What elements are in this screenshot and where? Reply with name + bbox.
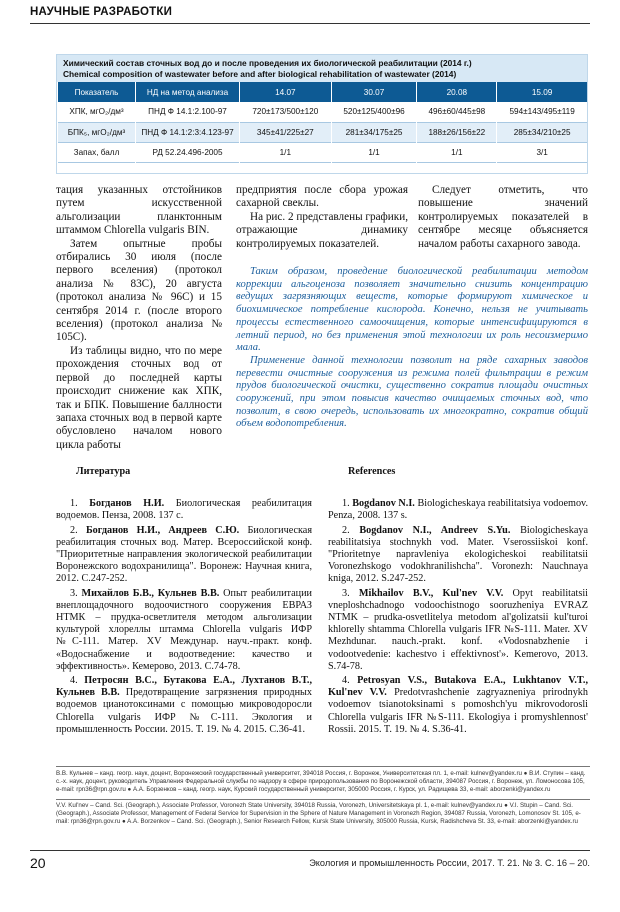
table-cell: 1/1 [417, 142, 497, 162]
table-cell: 520±125/400±96 [331, 102, 417, 122]
reference-text: Opyt reabilitatsii vneploshchadnogo vodoochistnogo sooruzheniya EVRAZ NTMK – prudka-osvetlitelya metodom al'golizatsii kul'turoi khlorelly shtamma Chlorella vulgaris IFR №S-111. Mater. XV Mezhdunar. nauch.-prakt. konf. «Vodosnabzhenie i vodootvedenie: kachestvo i effektivnost'». Kemerovo, 2013. S.74-78. [328, 587, 588, 672]
author-affiliations-en: V.V. Kul'nev – Cand. Sci. (Geograph.), Associate Professor, Voronezh State University, 394018 Russia, Voronezh, Universitetskaya pl. 1, e-mail: kulnev@yandex.ru ● V.I. Stupin – Cand. Sci. (Geograph.), Associate Professor, Management of Federal Service for Supervision in the Sphere of Nature Management in Voronezh Region, 394087 Russia, Voronezh, Lomonosov St. 105, e-mail: rpn36@rpn.gov.ru ● A.A. Borzenkov – Cand. Sci. (Geograph.), Senior Research Fellow, Kursk State University, 305000 Russia, Kursk, Radishcheva St. 33, e-mail: aborzenki@yandex.ru [56, 802, 581, 825]
table-header-cell: 14.07 [240, 82, 332, 102]
chemistry-table-block [56, 54, 588, 174]
reference-item [328, 498, 588, 522]
reference-number: 1. [70, 498, 78, 510]
journal-citation: Экология и промышленность России, 2017. Т. 21. № 3. С. 16 – 20. [309, 858, 590, 868]
body-paragraph: Затем опытные пробы отбирались 30 июля (после первого вселения) (протокол анализа № 83С), 20 августа (протокол анализа № 96С) и 15 сентября 2014 г. (после второго вселения) (протокол анализа № 105С). [56, 237, 222, 344]
reference-text: Биологическая реабилитация сточных вод. Матер. Всероссийской конф. "Приоритетные направления экологической реабилитации Воронежского водохранилища". Воронеж: Научная книга, 2012. С.247-252. [56, 524, 313, 585]
body-paragraph: тация указанных отстойников путем искусственной альголизации планктонным штаммом Chlorella vulgaris BIN. [56, 184, 222, 237]
body-column-3 [418, 184, 588, 251]
section-title: НАУЧНЫЕ РАЗРАБОТКИ [30, 6, 173, 18]
table-cell: 285±34/210±25 [497, 122, 587, 142]
table-row [58, 142, 588, 162]
table-header-cell: Показатель [58, 82, 136, 102]
reference-number: 3. [70, 587, 78, 599]
page-footer [30, 850, 590, 872]
table-cell: РД 52.24.496-2005 [136, 142, 240, 162]
header-rule [30, 23, 590, 24]
table-cell: 281±34/175±25 [331, 122, 417, 142]
running-header [30, 6, 590, 24]
table-caption [57, 55, 587, 82]
reference-number: 1. [342, 498, 350, 510]
table-cell: ХПК, мгО₂/дм³ [58, 102, 136, 122]
author-affiliations-ru: В.В. Кульнев – канд. геогр. наук, доцент, Воронежский государственный университет, 394018 Россия, г. Воронеж, Университетская пл. 1, e-mail: kulnev@yandex.ru ● В.И. Ступин – канд. с.-х. наук, доцент, руководитель Управления Федеральной службы по надзору в сфере природопользования по Воронежской области, 394087 Россия, г. Воронеж, ул. Ломоносова 105, e-mail: rpn36@rpn.gov.ru ● А.А. Борзенков – канд. геогр. наук, Курский государственный университет, 305000 Россия, г. Курск, ул. Радищева 33, e-mail: aborzenki@yandex.ru [56, 770, 586, 793]
table-caption-ru: Химический состав сточных вод до и после проведения их биологической реабилитации (2014 г.) [63, 58, 472, 68]
table-cell: ПНД Ф 14.1:2.100-97 [136, 102, 240, 122]
reference-authors: Petrosyan V.S., Butakova E.A., Lukhtanov V.T., Kul'nev V.V. [328, 675, 589, 699]
reference-authors: Mikhailov B.V., Kul'nev V.V. [358, 587, 504, 599]
reference-number: 3. [342, 587, 350, 599]
reference-number: 2. [342, 524, 350, 536]
reference-item [328, 525, 588, 586]
table-header-cell: 20.08 [417, 82, 497, 102]
affiliation-divider [56, 799, 590, 800]
reference-item [56, 675, 312, 736]
references-en-title: References [348, 466, 396, 477]
table-header-cell: 15.09 [497, 82, 587, 102]
references-en [328, 466, 588, 738]
table-cell: 345±41/225±27 [240, 122, 332, 142]
table-header-cell: НД на метод анализа [136, 82, 240, 102]
table-cell: 3/1 [497, 142, 587, 162]
reference-item [56, 525, 312, 586]
reference-text: Биологическая реабилитация водоемов. Пенза, 2008. 137 с. [56, 498, 312, 522]
reference-number: 4. [70, 675, 78, 687]
reference-item [328, 675, 588, 736]
reference-item [56, 588, 312, 673]
reference-text: Предотвращение загрязнения природных водоемов цианотоксинами с помощью микроводоросли Chlorella vulgaris ИФР №С-111. Экология и промышленность России. 2015. Т. 19. № 4. 2015. С.36-41. [56, 687, 312, 735]
reference-authors: Петросян В.С., Бутакова Е.А., Лухтанов В.Т., Кульнев В.В. [56, 675, 312, 699]
reference-item [328, 588, 588, 673]
reference-text: Biologicheskaya reabilitatsiya vodoemov. Penza, 2008. 137 s. [328, 498, 589, 522]
table-caption-en: Chemical composition of wastewater before and after biological rehabilitation of wastewater (2014) [63, 68, 457, 79]
affiliation-divider [56, 766, 590, 767]
body-column-2 [236, 184, 408, 251]
reference-text: Predotvrashchenie zagryazneniya prirodnykh vodoemov tsianotoksinami s pomoshch'yu mikrovodorosli Chlorella vulgaris IFR №S-111. Ekologiya i promyshlennost' Rossii. 2015. T. 19. № 4. S.36-41. [328, 687, 588, 735]
table-row [58, 102, 588, 122]
references-ru-title: Литература [76, 466, 131, 477]
reference-authors: Bogdanov N.I., Andreev S.Yu. [359, 524, 511, 536]
table-cell: БПК₅, мгО₂/дм³ [58, 122, 136, 142]
conclusion-block [236, 266, 588, 431]
reference-item [56, 498, 312, 522]
table-header-row [58, 82, 588, 102]
reference-authors: Михайлов Б.В., Кульнев В.В. [81, 587, 220, 599]
reference-number: 2. [70, 524, 78, 536]
body-paragraph: Из таблицы видно, что по мере прохождения сточных вод от первой до последней карты происходит снижение как ХПК, так и БПК. Повышение баллности запаха сточных вод в первой карте обусловлено началом нового цикла работы [56, 344, 222, 451]
references-ru [56, 466, 312, 738]
body-paragraph: Следует отметить, что повышение значений контролируемых показателей в сентябре месяце объясняется началом работы сахарного завода. [418, 184, 588, 250]
table-cell: ПНД Ф 14.1:2:3:4.123-97 [136, 122, 240, 142]
reference-text: Biologicheskaya reabilitatsiya stochnykh vod. Mater. Vserossiiskoi konf. "Prioritetnye napravleniya ekologicheskoi reabilitatsii Voronezhskogo vodokhranilishcha". Voronezh: Nauchnaya kniga, 2012. S.247-252. [328, 524, 588, 585]
table-row [58, 122, 588, 142]
table-header-cell: 30.07 [331, 82, 417, 102]
conclusion-paragraph: Применение данной технологии позволит на ряде сахарных заводов перевести очистные сооружения из режима полей фильтрации в режим прудов биологической очистки, существенно сократив площади очистных сооружений, при этом повысив качество очищаемых сточных вод, что позволит, в свою очередь, использовать их многократно, сократив общий объем водопотребления. [236, 354, 588, 430]
reference-authors: Bogdanov N.I. [352, 498, 415, 510]
table-cell: 594±143/495±119 [497, 102, 587, 122]
table-cell: 1/1 [240, 142, 332, 162]
table-cell: 188±26/156±22 [417, 122, 497, 142]
reference-authors: Богданов Н.И., Андреев С.Ю. [85, 524, 240, 536]
table-cell: 496±60/445±98 [417, 102, 497, 122]
reference-number: 4. [342, 675, 350, 687]
chemistry-table [57, 82, 587, 163]
reference-authors: Богданов Н.И. [89, 498, 165, 510]
body-column-1 [56, 184, 222, 452]
table-cell: 1/1 [331, 142, 417, 162]
table-cell: 720±173/500±120 [240, 102, 332, 122]
reference-text: Опыт реабилитации внеплощадочного водоочистного сооружения ЕВРАЗ НТМК – прудка-осветлителя методом альголизации культурой хлореллы штамма Chlorella vulgaris ИФР №С-111. Матер. XV Междунар. науч.-практ. конф. «Водоснабжение и водоотведение: качество и эффективность». Кемерово, 2013. С.74-78. [56, 587, 312, 672]
conclusion-paragraph: Таким образом, проведение биологической реабилитации методом коррекции альгоценоза позволяет значительно снизить концентрацию ведущих загрязняющих веществ, которые формируют химическое и биохимическое потребление кислорода. Конечно, нельзя не учитывать процессы естественного самоочищения, которые интенсифицируются в летний период, но без применения этой технологии их роль несоизмеримо мала. [236, 266, 588, 354]
page-number: 20 [30, 855, 46, 871]
body-paragraph: На рис. 2 представлены графики, отражающие динамику контролируемых показателей. [236, 210, 409, 250]
table-cell: Запах, балл [58, 142, 136, 162]
body-paragraph: предприятия после сбора урожая сахарной свеклы. [236, 184, 408, 210]
footer-rule [30, 850, 590, 851]
